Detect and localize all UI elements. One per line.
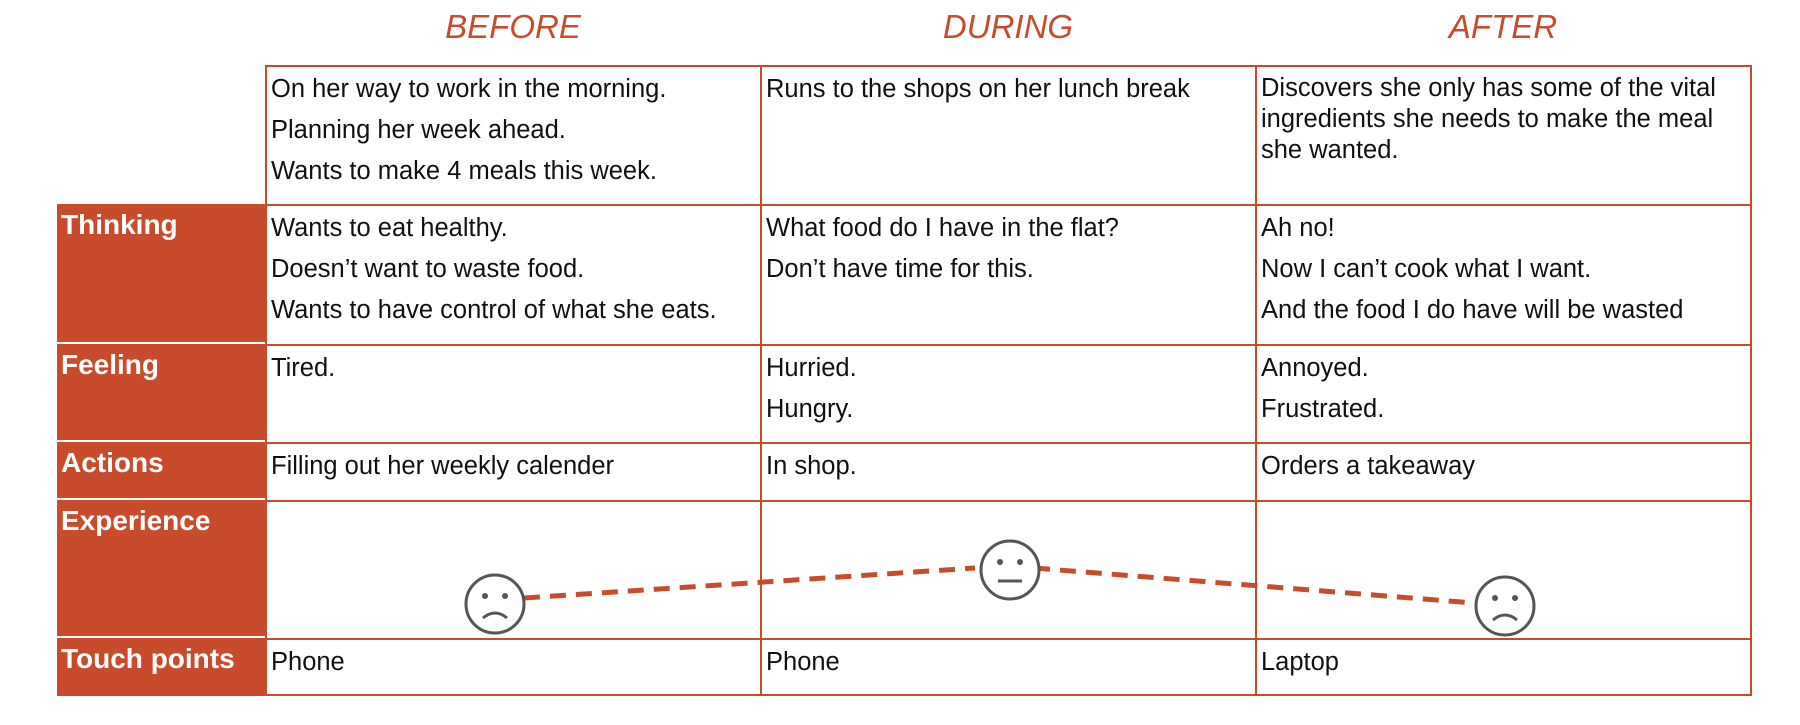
touchpoint-line: Phone (766, 648, 840, 676)
context-line: On her way to work in the morning. (271, 75, 667, 103)
thinking-line: And the food I do have will be wasted (1261, 296, 1684, 324)
row-label-experience: Experience (57, 500, 265, 638)
context-line: Planning her week ahead. (271, 116, 566, 144)
row-label-touchpoints: Touch points (57, 638, 265, 696)
experience-line-segment (524, 568, 975, 598)
touchpoint-line: Phone (271, 648, 345, 676)
feeling-line: Frustrated. (1261, 395, 1385, 423)
experience-line-segment (1034, 568, 1474, 603)
thinking-line: Wants to have control of what she eats. (271, 296, 717, 324)
sad-face-icon (1476, 577, 1534, 635)
context-line: Wants to make 4 meals this week. (271, 157, 657, 185)
actions-line: Filling out her weekly calender (271, 452, 615, 480)
neutral-face-icon (981, 541, 1039, 599)
actions-line: Orders a takeaway (1261, 452, 1476, 480)
actions-line: In shop. (766, 452, 857, 480)
thinking-line: Ah no! (1261, 214, 1335, 242)
phase-header-before: BEFORE (445, 8, 581, 45)
phase-header-during: DURING (942, 8, 1074, 45)
row-label-actions: Actions (57, 442, 265, 500)
context-line: Discovers she only has some of the vital ingredients she needs to make the meal she wanted. (1261, 74, 1716, 164)
context-line: Runs to the shops on her lunch break (766, 75, 1190, 103)
thinking-line: Now I can’t cook what I want. (1261, 255, 1592, 283)
thinking-line: Wants to eat healthy. (271, 214, 508, 242)
feeling-line: Hungry. (766, 395, 854, 423)
touchpoint-line: Laptop (1261, 648, 1339, 676)
sad-face-icon (466, 575, 524, 633)
thinking-line: Don’t have time for this. (766, 255, 1034, 283)
feeling-line: Hurried. (766, 354, 857, 382)
row-label-thinking: Thinking (57, 204, 265, 344)
feeling-line: Tired. (271, 354, 336, 382)
feeling-line: Annoyed. (1261, 354, 1369, 382)
thinking-line: What food do I have in the flat? (766, 214, 1119, 242)
phase-header-after: AFTER (1448, 8, 1558, 45)
row-label-feeling: Feeling (57, 344, 265, 442)
thinking-line: Doesn’t want to waste food. (271, 255, 585, 283)
